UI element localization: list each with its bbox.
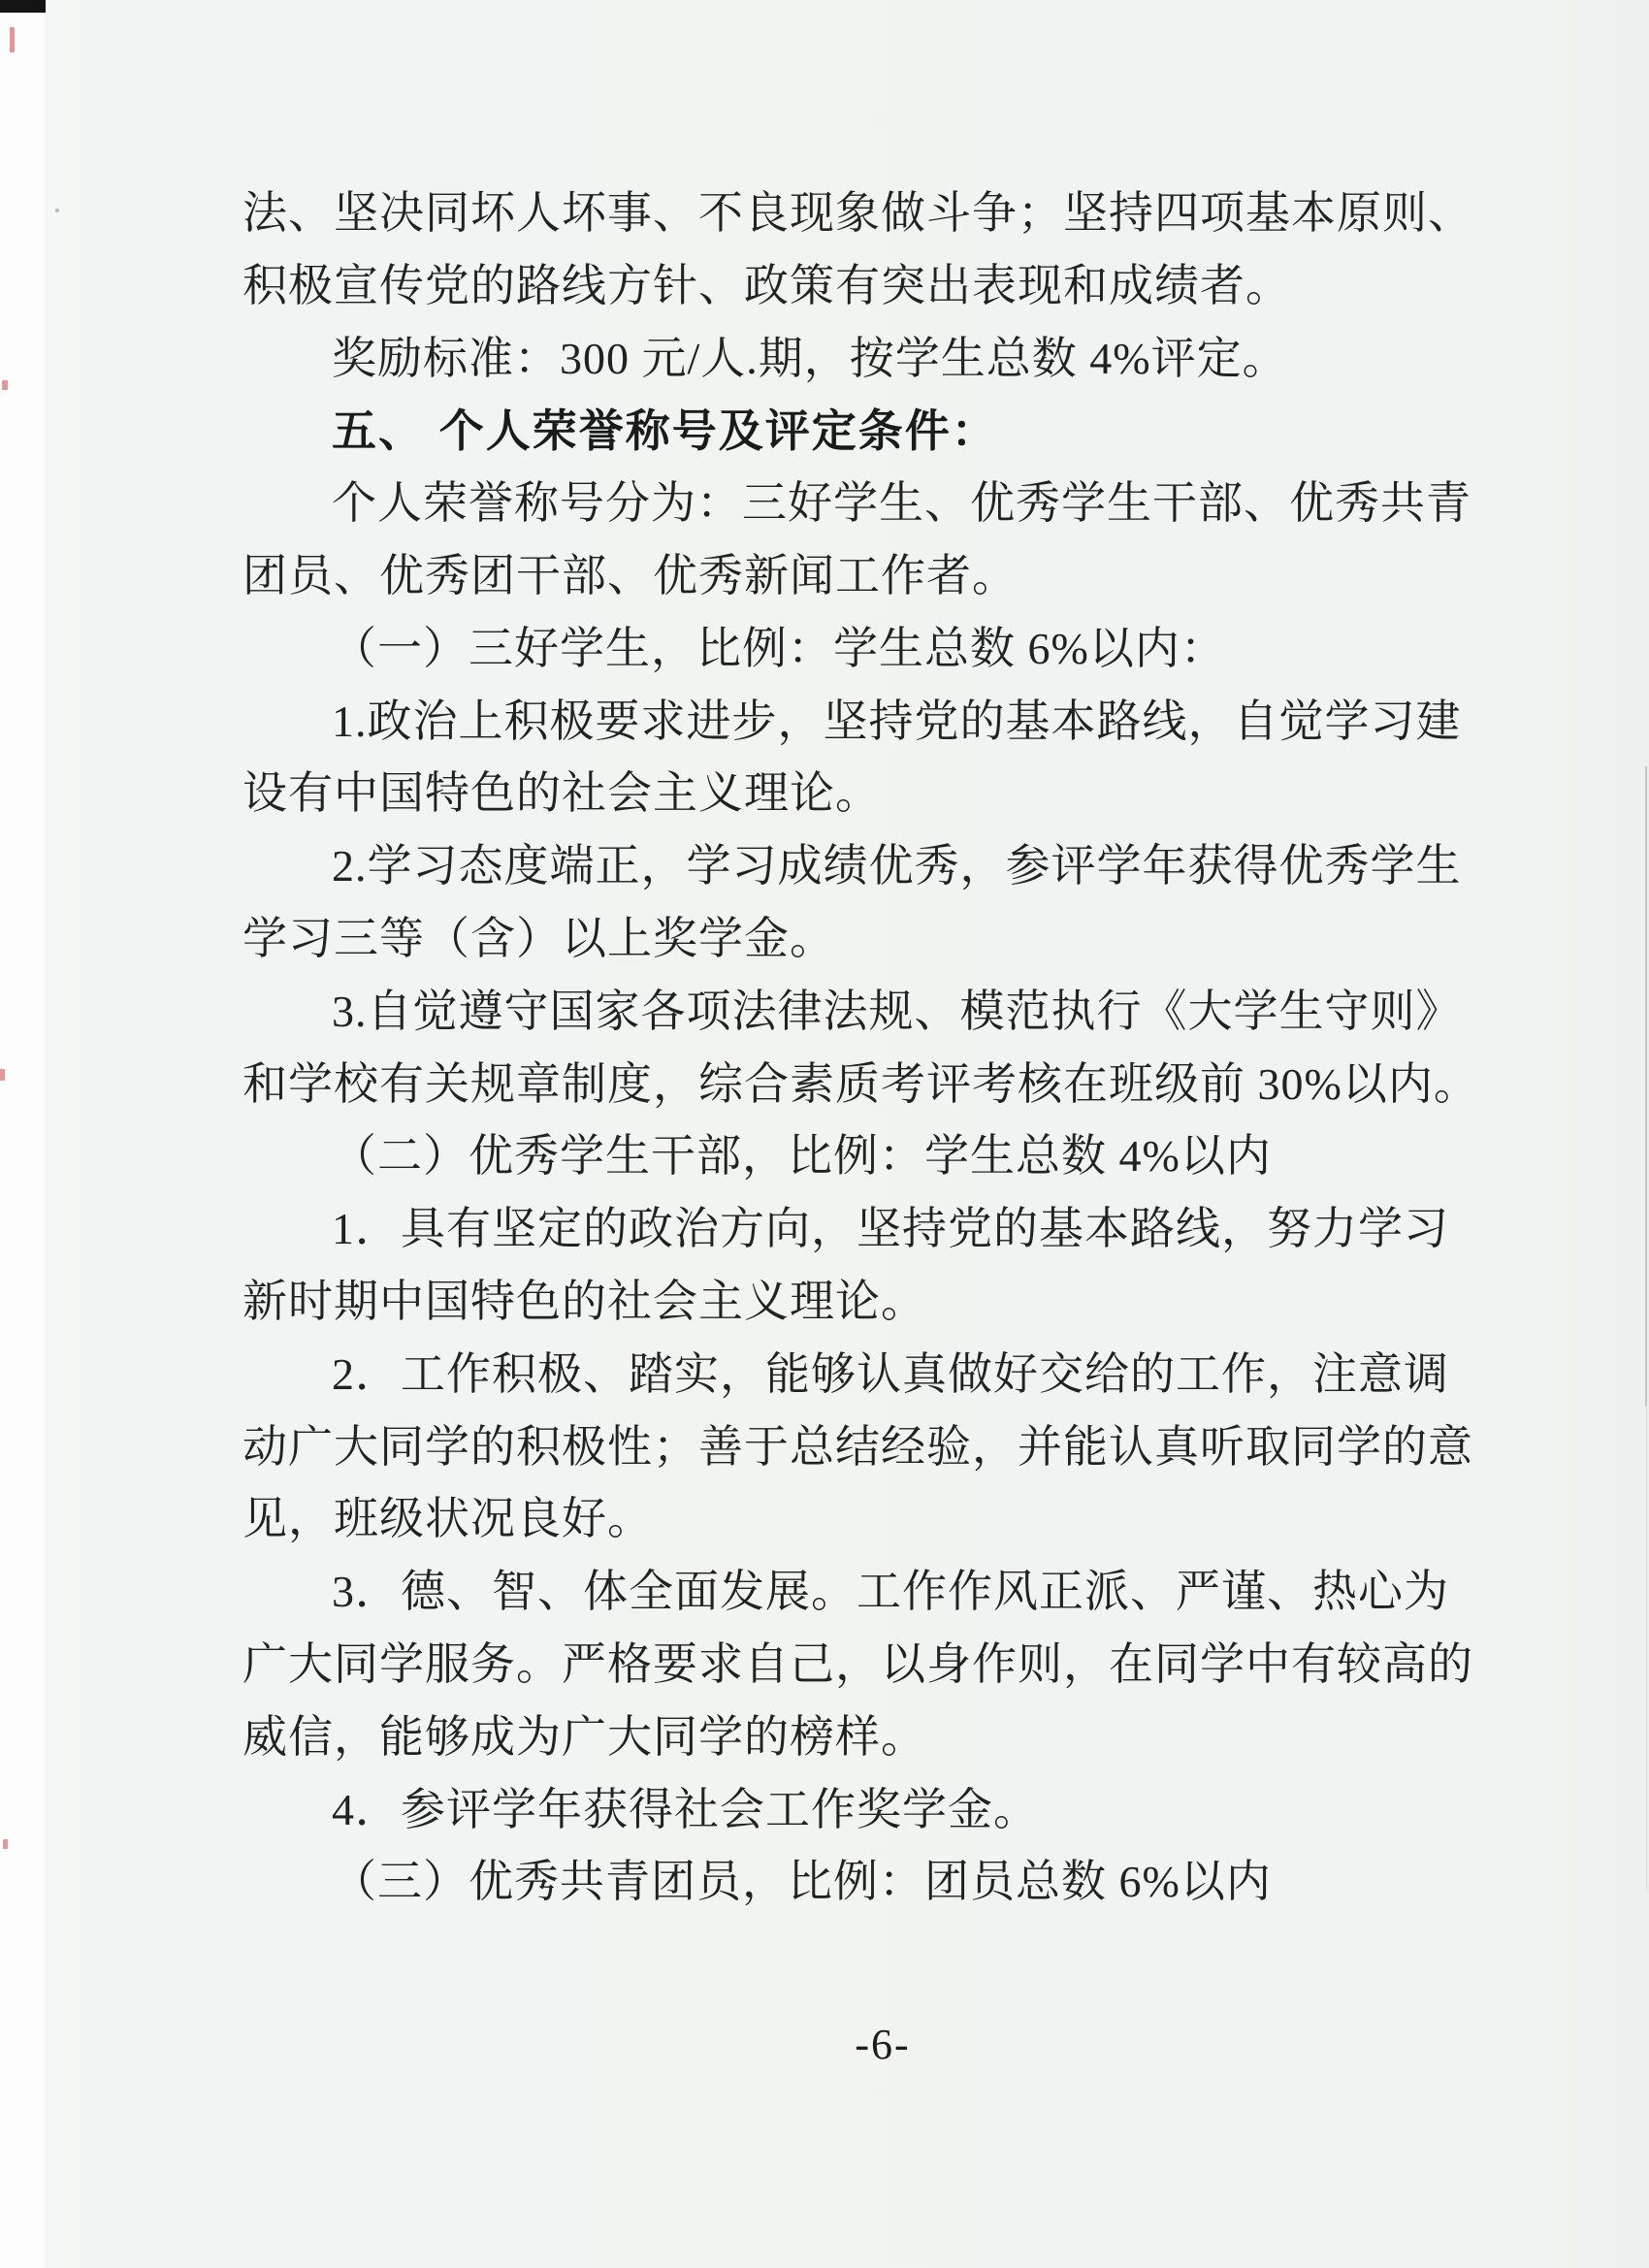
document-line: 动广大同学的积极性；善于总结经验，并能认真听取同学的意	[242, 1421, 1473, 1472]
document-line: 广大同学服务。严格要求自己，以身作则，在同学中有较高的	[242, 1638, 1473, 1689]
section-heading: 五、 个人荣誉称号及评定条件：	[332, 405, 998, 457]
document-line: 学习三等（含）以上奖学金。	[242, 913, 835, 963]
document-line: 1.政治上积极要求进步，坚持党的基本路线，自觉学习建	[332, 696, 1462, 746]
document-line: 见，班级状况良好。	[242, 1494, 653, 1544]
scanner-edge-strip	[0, 0, 45, 2268]
red-edge-mark	[3, 1839, 8, 1849]
red-edge-mark	[0, 1069, 5, 1081]
right-edge-scan-line-faint	[1646, 1407, 1647, 1892]
document-line: 新时期中国特色的社会主义理论。	[242, 1276, 926, 1326]
document-line: （一）三好学生，比例：学生总数 6%以内：	[332, 623, 1226, 673]
document-line: 4．参评学年获得社会工作奖学金。	[332, 1784, 1039, 1834]
document-line: 设有中国特色的社会主义理论。	[242, 768, 881, 819]
document-line: 1．具有坚定的政治方向，坚持党的基本路线，努力学习	[332, 1204, 1449, 1254]
document-line: （二）优秀学生干部，比例：学生总数 4%以内	[332, 1131, 1272, 1182]
red-edge-mark	[2, 380, 8, 390]
document-line: 法、坚决同坏人坏事、不良现象做斗争；坚持四项基本原则、	[242, 188, 1473, 238]
right-edge-scan-line	[1645, 766, 1647, 1407]
document-line: 和学校有关规章制度，综合素质考评考核在班级前 30%以内。	[242, 1058, 1479, 1109]
scan-speck	[55, 209, 59, 212]
document-line: 威信，能够成为广大同学的榜样。	[242, 1711, 926, 1762]
document-line: （三）优秀共青团员，比例：团员总数 6%以内	[332, 1857, 1272, 1907]
document-line: 3.自觉遵守国家各项法律法规、模范执行《大学生守则》	[332, 986, 1462, 1036]
document-line: 个人荣誉称号分为：三好学生、优秀学生干部、优秀共青	[332, 478, 1471, 529]
document-line: 积极宣传党的路线方针、政策有突出表现和成绩者。	[242, 260, 1291, 310]
document-line: 2.学习态度端正，学习成绩优秀，参评学年获得优秀学生	[332, 841, 1462, 891]
red-edge-mark	[10, 27, 15, 52]
document-body	[242, 178, 1494, 1919]
document-line: 奖励标准：300 元/人.期，按学生总数 4%评定。	[332, 333, 1288, 383]
document-line: 3．德、智、体全面发展。工作作风正派、严谨、热心为	[332, 1567, 1449, 1617]
page-number: -6-	[855, 2021, 911, 2068]
corner-scan-mark	[0, 0, 46, 13]
document-line: 2．工作积极、踏实，能够认真做好交给的工作，注意调	[332, 1348, 1449, 1399]
document-line: 团员、优秀团干部、优秀新闻工作者。	[242, 550, 1018, 600]
